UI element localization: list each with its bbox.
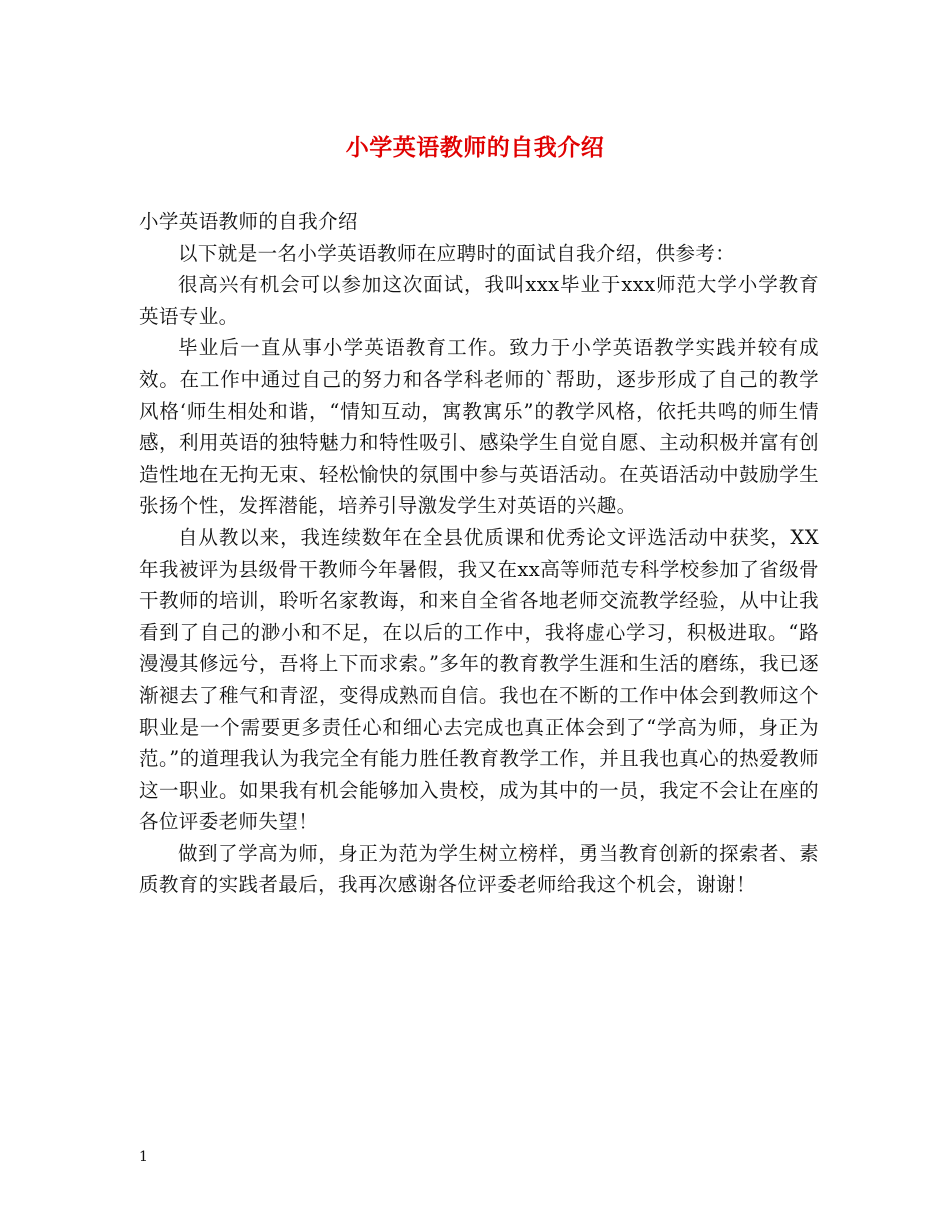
document-subtitle: 小学英语教师的自我介绍: [139, 210, 358, 233]
document-body: [139, 206, 819, 901]
document-title: 小学英语教师的自我介绍: [345, 134, 605, 161]
paragraph-achievements: 自从教以来，我连续数年在全县优质课和优秀论文评选活动中获奖，XX年我被评为县级骨干教师今年暑假，我又在xx高等师范专科学校参加了省级骨干教师的培训，聆听名家教诲，和来自全省各地老师交流教学经验，从中让我看到了自己的渺小和不足，在以后的工作中，我将虚心学习，积极进取。“路漫漫其修远兮，吾将上下而求索。”多年的教育教学生涯和生活的磨练，我已逐渐褪去了稚气和青涩，变得成熟而自信。我也在不断的工作中体会到教师这个职业是一个需要更多责任心和细心去完成也真正体会到了“学高为师，身正为范。”的道理我认为我完全有能力胜任教育教学工作，并且我也真心的热爱教师这一职业。如果我有机会能够加入贵校，成为其中的一员，我定不会让在座的各位评委老师失望！: [139, 525, 819, 834]
paragraph-closing: 做到了学高为师，身正为范为学生树立榜样，勇当教育创新的探索者、素质教育的实践者最后，我再次感谢各位评委老师给我这个机会，谢谢！: [139, 841, 819, 897]
page-number: 1: [139, 1149, 148, 1165]
paragraph-experience: 毕业后一直从事小学英语教育工作。致力于小学英语教学实践并较有成效。在工作中通过自己的努力和各学科老师的`帮助，逐步形成了自己的教学风格‘师生相处和谐，“情知互动，寓教寓乐”的教学风格，依托共鸣的师生情感，利用英语的独特魅力和特性吸引、感染学生自觉自愿、主动积极并富有创造性地在无拘无束、轻松愉快的氛围中参与英语活动。在英语活动中鼓励学生张扬个性，发挥潜能，培养引导激发学生对英语的兴趣。: [139, 336, 819, 518]
paragraph-greeting: 很高兴有机会可以参加这次面试，我叫xxx毕业于xxx师范大学小学教育英语专业。: [139, 273, 819, 328]
paragraph-intro: 以下就是一名小学英语教师在应聘时的面试自我介绍，供参考：: [178, 241, 736, 265]
